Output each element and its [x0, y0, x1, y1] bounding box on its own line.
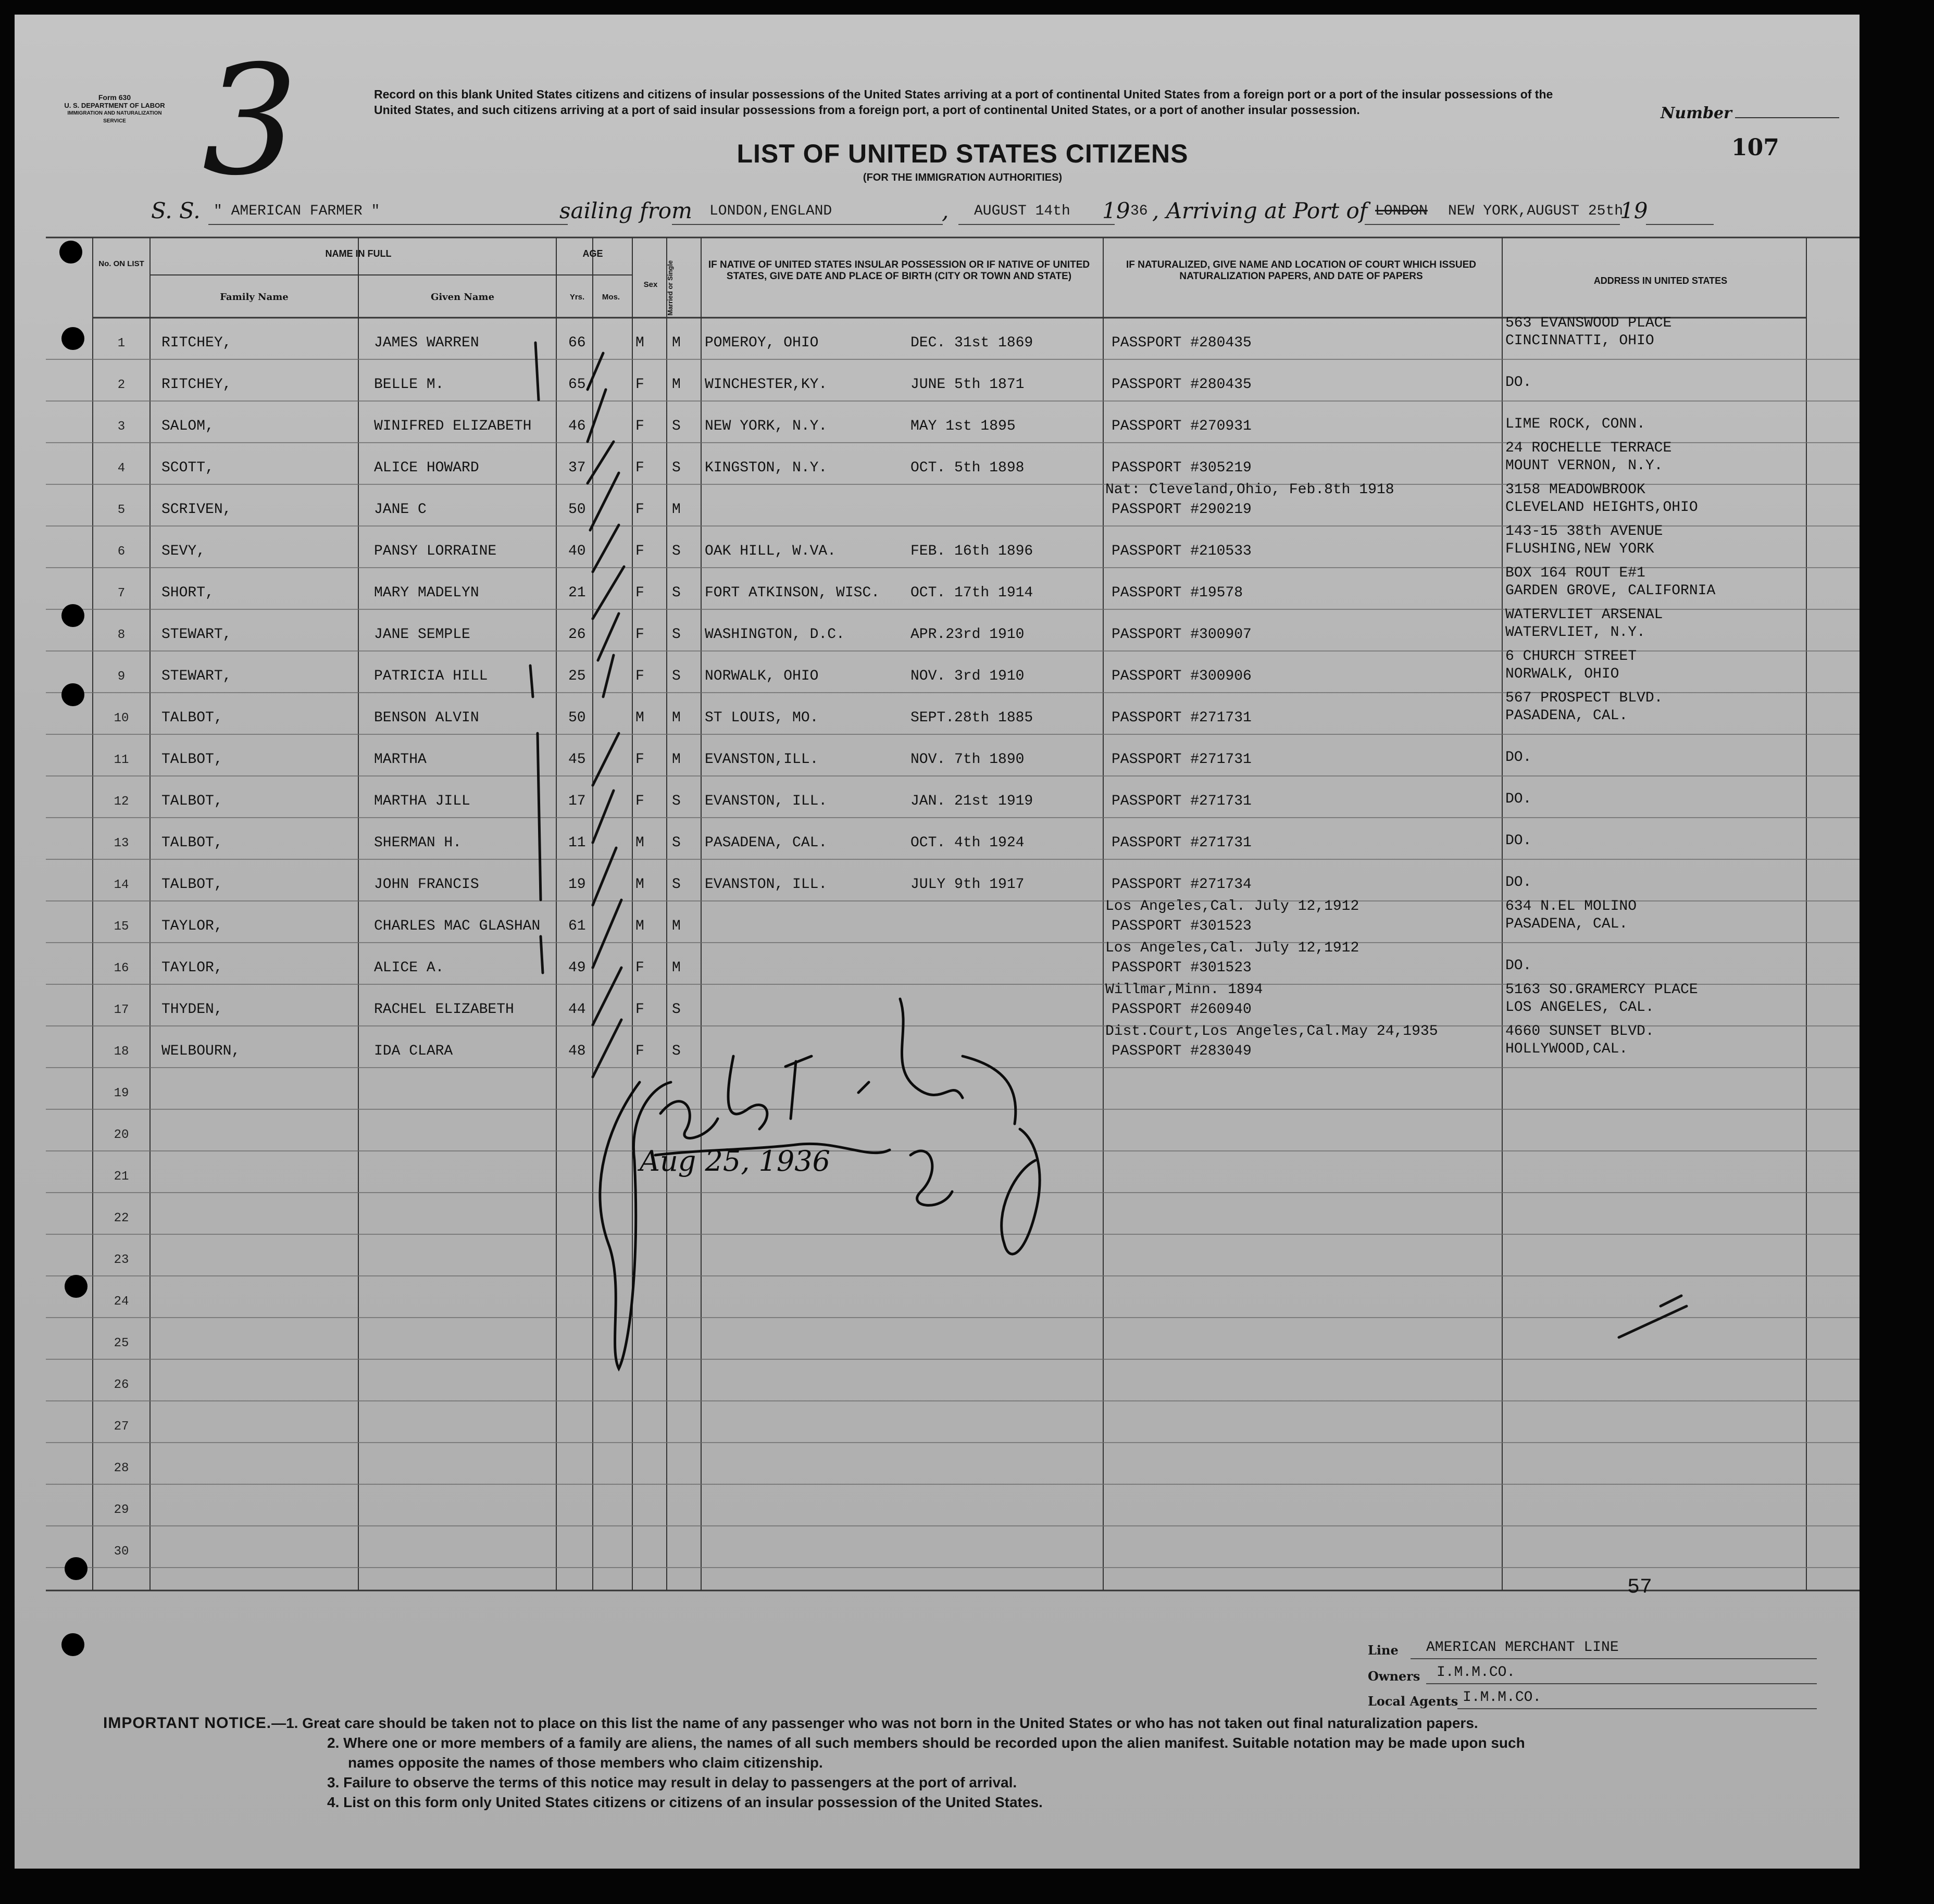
address-line-2-cell: WATERVLIET, N.Y.	[1505, 624, 1645, 641]
age-years-cell: 48	[568, 1043, 586, 1059]
officer-signature	[577, 952, 1124, 1379]
number-label: Number	[1661, 104, 1732, 122]
given-name-cell: IDA CLARA	[374, 1043, 453, 1059]
family-name-cell: TALBOT,	[161, 835, 223, 851]
birth-date-cell: OCT. 5th 1898	[910, 460, 1025, 476]
struck-port: LONDON	[1375, 203, 1428, 219]
sex-cell: F	[635, 668, 644, 684]
address-line-2-cell: GARDEN GROVE, CALIFORNIA	[1505, 583, 1716, 599]
family-name-cell: SCRIVEN,	[161, 502, 232, 518]
naturalization-court-cell: Los Angeles,Cal. July 12,1912	[1105, 940, 1359, 956]
marital-status-cell: M	[672, 918, 681, 934]
passport-cell: PASSPORT #270931	[1112, 418, 1252, 434]
marital-status-cell: S	[672, 418, 681, 434]
age-years-cell: 40	[568, 543, 586, 559]
given-name-cell: SHERMAN H.	[374, 835, 462, 851]
age-years-cell: 25	[568, 668, 586, 684]
given-name-cell: JOHN FRANCIS	[374, 876, 479, 893]
given-name-cell: PATRICIA HILL	[374, 668, 488, 684]
birth-place-cell: EVANSTON, ILL.	[705, 876, 828, 893]
tally-mark: 57	[1627, 1576, 1653, 1599]
binder-hole	[61, 1633, 84, 1656]
family-name-cell: STEWART,	[161, 627, 232, 643]
row-number: 14	[114, 878, 129, 892]
address-line-2-cell: LIME ROCK, CONN.	[1505, 416, 1645, 432]
given-name-cell: CHARLES MAC GLASHAN	[374, 918, 541, 934]
address-line-2-cell: DO.	[1505, 833, 1532, 849]
sex-cell: M	[635, 835, 644, 851]
binder-hole	[61, 604, 84, 627]
notice-item-1: —1. Great care should be taken not to place on this list the name of any passenger who was not born in the United States or who has not taken out final naturalization papers.	[271, 1715, 1478, 1731]
col-header-sex: Sex	[643, 280, 658, 289]
col-header-given: Given Name	[430, 292, 495, 303]
sex-cell: M	[635, 918, 644, 934]
sex-cell: F	[635, 502, 644, 518]
birth-place-cell: EVANSTON, ILL.	[705, 793, 828, 809]
given-name-cell: MARY MADELYN	[374, 585, 479, 601]
row-number: 4	[117, 461, 126, 475]
birth-place-cell: EVANSTON,ILL.	[705, 751, 819, 768]
sailing-date: AUGUST 14th	[974, 203, 1070, 219]
birth-date-cell: FEB. 16th 1896	[910, 543, 1033, 559]
family-name-cell: TALBOT,	[161, 876, 223, 893]
sex-cell: F	[635, 460, 644, 476]
row-number: 30	[114, 1545, 129, 1559]
birth-place-cell: KINGSTON, N.Y.	[705, 460, 828, 476]
birth-date-cell: NOV. 3rd 1910	[910, 668, 1025, 684]
address-line-2-cell: DO.	[1505, 791, 1532, 807]
passport-cell: PASSPORT #283049	[1112, 1043, 1252, 1059]
row-number: 1	[117, 336, 126, 350]
family-name-cell: SEVY,	[161, 543, 206, 559]
address-line-2-cell: PASADENA, CAL.	[1505, 916, 1628, 932]
address-line-2-cell: DO.	[1505, 749, 1532, 766]
passport-cell: PASSPORT #301523	[1112, 960, 1252, 976]
age-years-cell: 65	[568, 377, 586, 393]
family-name-cell: TAYLOR,	[161, 918, 223, 934]
birth-date-cell: APR.23rd 1910	[910, 627, 1025, 643]
sex-cell: F	[635, 960, 644, 976]
address-line-2-cell: CINCINNATTI, OHIO	[1505, 333, 1654, 349]
marital-status-cell: M	[672, 502, 681, 518]
col-header-address: ADDRESS IN UNITED STATES	[1593, 275, 1728, 286]
given-name-cell: WINIFRED ELIZABETH	[374, 418, 532, 434]
age-years-cell: 37	[568, 460, 586, 476]
row-number: 27	[114, 1420, 129, 1434]
address-line-2-cell: PASADENA, CAL.	[1505, 708, 1628, 724]
family-name-cell: SHORT,	[161, 585, 214, 601]
birth-place-cell: PASADENA, CAL.	[705, 835, 828, 851]
marital-status-cell: S	[672, 876, 681, 893]
agents-label: Local Agents	[1368, 1694, 1458, 1709]
address-line-1-cell: 24 ROCHELLE TERRACE	[1505, 440, 1672, 456]
important-notice	[103, 1713, 1822, 1812]
col-header-naturalized: IF NATURALIZED, GIVE NAME AND LOCATION OF COURT WHICH ISSUED NATURALIZATION PAPERS, AND DATE OF PAPERS	[1126, 259, 1476, 282]
sex-cell: M	[635, 335, 644, 351]
line-value: AMERICAN MERCHANT LINE	[1426, 1639, 1619, 1656]
row-number: 13	[114, 836, 129, 850]
sheet-mark: 3	[202, 33, 298, 209]
age-years-cell: 26	[568, 627, 586, 643]
page-title: LIST OF UNITED STATES CITIZENS	[737, 139, 1189, 168]
birth-date-cell: JULY 9th 1917	[910, 876, 1025, 893]
marital-status-cell: S	[672, 1001, 681, 1018]
row-number: 7	[117, 586, 126, 600]
year-prefix: 19	[1102, 198, 1130, 223]
row-number: 17	[114, 1003, 129, 1017]
manifest-sheet	[15, 15, 1860, 1869]
given-name-cell: JAMES WARREN	[374, 335, 479, 351]
age-years-cell: 21	[568, 585, 586, 601]
sailing-from-label: sailing from	[559, 198, 692, 223]
address-line-1-cell: 143-15 38th AVENUE	[1505, 523, 1663, 540]
family-name-cell: SCOTT,	[161, 460, 214, 476]
row-number: 23	[114, 1253, 129, 1267]
notice-item-2b: names opposite the names of those members who claim citizenship.	[348, 1755, 823, 1771]
signature-date-note: Aug 25, 1936	[640, 1145, 830, 1178]
age-years-cell: 66	[568, 335, 586, 351]
marital-status-cell: M	[672, 377, 681, 393]
birth-date-cell: NOV. 7th 1890	[910, 751, 1025, 768]
notice-item-3: 3. Failure to observe the terms of this notice may result in delay to passengers at the port of arrival.	[327, 1774, 1017, 1790]
marital-status-cell: M	[672, 960, 681, 976]
arrival-port-date: NEW YORK,AUGUST 25th	[1448, 203, 1624, 219]
row-number: 2	[117, 378, 126, 392]
family-name-cell: TALBOT,	[161, 793, 223, 809]
passport-cell: PASSPORT #271734	[1112, 876, 1252, 893]
sex-cell: F	[635, 543, 644, 559]
birth-date-cell: JUNE 5th 1871	[910, 377, 1025, 393]
age-years-cell: 45	[568, 751, 586, 768]
age-years-cell: 50	[568, 710, 586, 726]
age-years-cell: 46	[568, 418, 586, 434]
row-number: 25	[114, 1336, 129, 1350]
intro-text: Record on this blank United States citizens and citizens of insular possessions of the United States arriving at a port of continental United States from a foreign port or a port of the insular possessions of the United States, and such citizens arriving at a port of said insular possessions from a foreign port, a port of continental United States, or a port of another insular possession.	[374, 87, 1553, 117]
sex-cell: F	[635, 377, 644, 393]
birth-date-cell: MAY 1st 1895	[910, 418, 1016, 434]
line-label: Line	[1368, 1643, 1399, 1658]
sex-cell: M	[635, 710, 644, 726]
address-line-2-cell: LOS ANGELES, CAL.	[1505, 999, 1654, 1016]
passport-cell: PASSPORT #271731	[1112, 835, 1252, 851]
col-header-age: AGE	[582, 248, 603, 259]
marital-status-cell: S	[672, 543, 681, 559]
age-years-cell: 17	[568, 793, 586, 809]
birth-date-cell: JAN. 21st 1919	[910, 793, 1033, 809]
row-number: 10	[114, 711, 129, 725]
address-line-2-cell: HOLLYWOOD,CAL.	[1505, 1041, 1628, 1057]
family-name-cell: THYDEN,	[161, 1001, 223, 1018]
row-number: 16	[114, 961, 129, 975]
sex-cell: F	[635, 585, 644, 601]
naturalization-court-cell: Los Angeles,Cal. July 12,1912	[1105, 898, 1359, 915]
address-line-1-cell: 567 PROSPECT BLVD.	[1505, 690, 1663, 706]
given-name-cell: PANSY LORRAINE	[374, 543, 497, 559]
form-number: Form 630	[98, 93, 131, 102]
col-header-name: NAME IN FULL	[325, 248, 392, 259]
sex-cell: M	[635, 876, 644, 893]
col-header-married: Married or Single	[666, 260, 674, 316]
service-name: IMMIGRATION AND NATURALIZATION SERVICE	[67, 110, 162, 124]
row-number: 19	[114, 1086, 129, 1100]
given-name-cell: MARTHA	[374, 751, 427, 768]
passport-cell: PASSPORT #305219	[1112, 460, 1252, 476]
address-line-2-cell: MOUNT VERNON, N.Y.	[1505, 458, 1663, 474]
passport-cell: PASSPORT #301523	[1112, 918, 1252, 934]
birth-place-cell: NEW YORK, N.Y.	[705, 418, 828, 434]
row-number: 21	[114, 1170, 129, 1184]
address-line-2-cell: NORWALK, OHIO	[1505, 666, 1619, 682]
address-line-2-cell: DO.	[1505, 874, 1532, 891]
address-line-1-cell: 4660 SUNSET BLVD.	[1505, 1023, 1654, 1039]
birth-place-cell: OAK HILL, W.VA.	[705, 543, 837, 559]
marital-status-cell: M	[672, 710, 681, 726]
marital-status-cell: S	[672, 793, 681, 809]
voyage-line: S. S. " AMERICAN FARMER " sailing from LONDON,ENGLAND , AUGUST 14th 19 36 , Arriving at Port of LONDON NEW YORK,AUGUST 25th 19	[151, 198, 1787, 229]
marital-status-cell: S	[672, 627, 681, 643]
row-number: 22	[114, 1211, 129, 1225]
address-line-2-cell: DO.	[1505, 374, 1532, 391]
sex-cell: F	[635, 418, 644, 434]
address-line-2-cell: CLEVELAND HEIGHTS,OHIO	[1505, 499, 1698, 516]
marital-status-cell: M	[672, 335, 681, 351]
naturalization-court-cell: Nat: Cleveland,Ohio, Feb.8th 1918	[1105, 482, 1394, 498]
age-years-cell: 49	[568, 960, 586, 976]
birth-place-cell: NORWALK, OHIO	[705, 668, 819, 684]
birth-date-cell: OCT. 17th 1914	[910, 585, 1033, 601]
age-years-cell: 19	[568, 876, 586, 893]
handwritten-marks	[15, 15, 1860, 1869]
sailing-from-port: LONDON,ENGLAND	[709, 203, 832, 219]
number-value: 107	[1731, 134, 1779, 161]
binder-hole	[65, 1557, 88, 1580]
marital-status-cell: S	[672, 1043, 681, 1059]
binder-hole	[59, 241, 82, 264]
col-header-birth: IF NATIVE OF UNITED STATES INSULAR POSSESSION OR IF NATIVE OF UNITED STATES, GIVE DATE AND PLACE OF BIRTH (CITY OR TOWN AND STATE)	[708, 259, 1090, 282]
given-name-cell: BELLE M.	[374, 377, 444, 393]
passport-cell: PASSPORT #300907	[1112, 627, 1252, 643]
naturalization-court-cell: Willmar,Minn. 1894	[1105, 982, 1263, 998]
arrival-year-prefix: 19	[1620, 198, 1648, 223]
col-header-no: No. ON LIST	[98, 259, 144, 268]
family-name-cell: WELBOURN,	[161, 1043, 241, 1059]
sex-cell: F	[635, 751, 644, 768]
col-header-yrs: Yrs.	[569, 293, 585, 302]
age-years-cell: 44	[568, 1001, 586, 1018]
family-name-cell: TAYLOR,	[161, 960, 223, 976]
marital-status-cell: S	[672, 835, 681, 851]
owners-value: I.M.M.CO.	[1437, 1664, 1516, 1681]
birth-date-cell: DEC. 31st 1869	[910, 335, 1033, 351]
marital-status-cell: S	[672, 460, 681, 476]
row-number: 5	[117, 503, 126, 517]
birth-place-cell: WASHINGTON, D.C.	[705, 627, 845, 643]
row-number: 6	[117, 545, 126, 559]
birth-place-cell: ST LOUIS, MO.	[705, 710, 819, 726]
row-number: 29	[114, 1503, 129, 1517]
binder-hole	[61, 327, 84, 350]
address-line-1-cell: 563 EVANSWOOD PLACE	[1505, 315, 1672, 331]
passport-cell: PASSPORT #300906	[1112, 668, 1252, 684]
row-number: 18	[114, 1045, 129, 1059]
given-name-cell: JANE C	[374, 502, 427, 518]
family-name-cell: STEWART,	[161, 668, 232, 684]
sex-cell: F	[635, 793, 644, 809]
sex-cell: F	[635, 1043, 644, 1059]
given-name-cell: JANE SEMPLE	[374, 627, 470, 643]
address-line-2-cell: FLUSHING,NEW YORK	[1505, 541, 1654, 557]
given-name-cell: BENSON ALVIN	[374, 710, 479, 726]
row-number: 26	[114, 1378, 129, 1392]
birth-date-cell: SEPT.28th 1885	[910, 710, 1033, 726]
marital-status-cell: S	[672, 585, 681, 601]
passport-cell: PASSPORT #271731	[1112, 793, 1252, 809]
birth-place-cell: POMEROY, OHIO	[705, 335, 819, 351]
notice-item-2: 2. Where one or more members of a family are aliens, the names of all such members should be recorded upon the alien manifest. Suitable notation may be made upon such	[327, 1735, 1525, 1751]
passport-cell: PASSPORT #290219	[1112, 502, 1252, 518]
family-name-cell: TALBOT,	[161, 710, 223, 726]
given-name-cell: ALICE A.	[374, 960, 444, 976]
passport-cell: PASSPORT #19578	[1112, 585, 1243, 601]
notice-item-4: 4. List on this form only United States citizens or citizens of an insular possession of the United States.	[327, 1794, 1043, 1810]
row-number: 3	[117, 420, 126, 434]
col-header-mos: Mos.	[602, 293, 620, 302]
passport-cell: PASSPORT #210533	[1112, 543, 1252, 559]
address-line-1-cell: BOX 164 ROUT E#1	[1505, 565, 1645, 581]
passport-cell: PASSPORT #280435	[1112, 335, 1252, 351]
marital-status-cell: S	[672, 668, 681, 684]
ss-label: S. S.	[151, 198, 201, 223]
family-name-cell: TALBOT,	[161, 751, 223, 768]
address-line-1-cell: 634 N.EL MOLINO	[1505, 898, 1637, 915]
row-number: 9	[117, 670, 126, 684]
address-line-1-cell: 6 CHURCH STREET	[1505, 648, 1637, 665]
marital-status-cell: M	[672, 751, 681, 768]
passport-cell: PASSPORT #271731	[1112, 751, 1252, 768]
naturalization-court-cell: Dist.Court,Los Angeles,Cal.May 24,1935	[1105, 1023, 1438, 1039]
passport-cell: PASSPORT #280435	[1112, 377, 1252, 393]
given-name-cell: RACHEL ELIZABETH	[374, 1001, 514, 1018]
row-number: 20	[114, 1128, 129, 1142]
family-name-cell: RITCHEY,	[161, 377, 232, 393]
col-header-family: Family Name	[220, 292, 289, 303]
address-line-1-cell: 3158 MEADOWBROOK	[1505, 482, 1645, 498]
row-number: 15	[114, 920, 129, 934]
agents-value: I.M.M.CO.	[1463, 1689, 1542, 1706]
row-number: 28	[114, 1461, 129, 1475]
age-years-cell: 50	[568, 502, 586, 518]
ship-name: " AMERICAN FARMER "	[214, 203, 380, 219]
department-name: U. S. DEPARTMENT OF LABOR	[64, 102, 165, 109]
address-line-2-cell: DO.	[1505, 958, 1532, 974]
sex-cell: F	[635, 627, 644, 643]
page-subtitle: (FOR THE IMMIGRATION AUTHORITIES)	[863, 172, 1063, 183]
binder-hole	[65, 1275, 88, 1298]
birth-place-cell: FORT ATKINSON, WISC.	[705, 585, 880, 601]
given-name-cell: ALICE HOWARD	[374, 460, 479, 476]
address-line-1-cell: 5163 SO.GRAMERCY PLACE	[1505, 982, 1698, 998]
birth-place-cell: WINCHESTER,KY.	[705, 377, 828, 393]
passport-cell: PASSPORT #260940	[1112, 1001, 1252, 1018]
row-number: 24	[114, 1295, 129, 1309]
owners-label: Owners	[1368, 1669, 1420, 1684]
passport-cell: PASSPORT #271731	[1112, 710, 1252, 726]
address-line-1-cell: WATERVLIET ARSENAL	[1505, 607, 1663, 623]
notice-lead: IMPORTANT NOTICE.	[103, 1714, 272, 1732]
row-number: 12	[114, 795, 129, 809]
given-name-cell: MARTHA JILL	[374, 793, 470, 809]
family-name-cell: RITCHEY,	[161, 335, 232, 351]
row-number: 11	[114, 753, 129, 767]
age-years-cell: 11	[568, 835, 586, 851]
sex-cell: F	[635, 1001, 644, 1018]
family-name-cell: SALOM,	[161, 418, 214, 434]
year-suffix: 36	[1130, 203, 1148, 219]
binder-hole	[61, 683, 84, 706]
arriving-label: , Arriving at Port of	[1152, 198, 1368, 223]
age-years-cell: 61	[568, 918, 586, 934]
birth-date-cell: OCT. 4th 1924	[910, 835, 1025, 851]
row-number: 8	[117, 628, 126, 642]
